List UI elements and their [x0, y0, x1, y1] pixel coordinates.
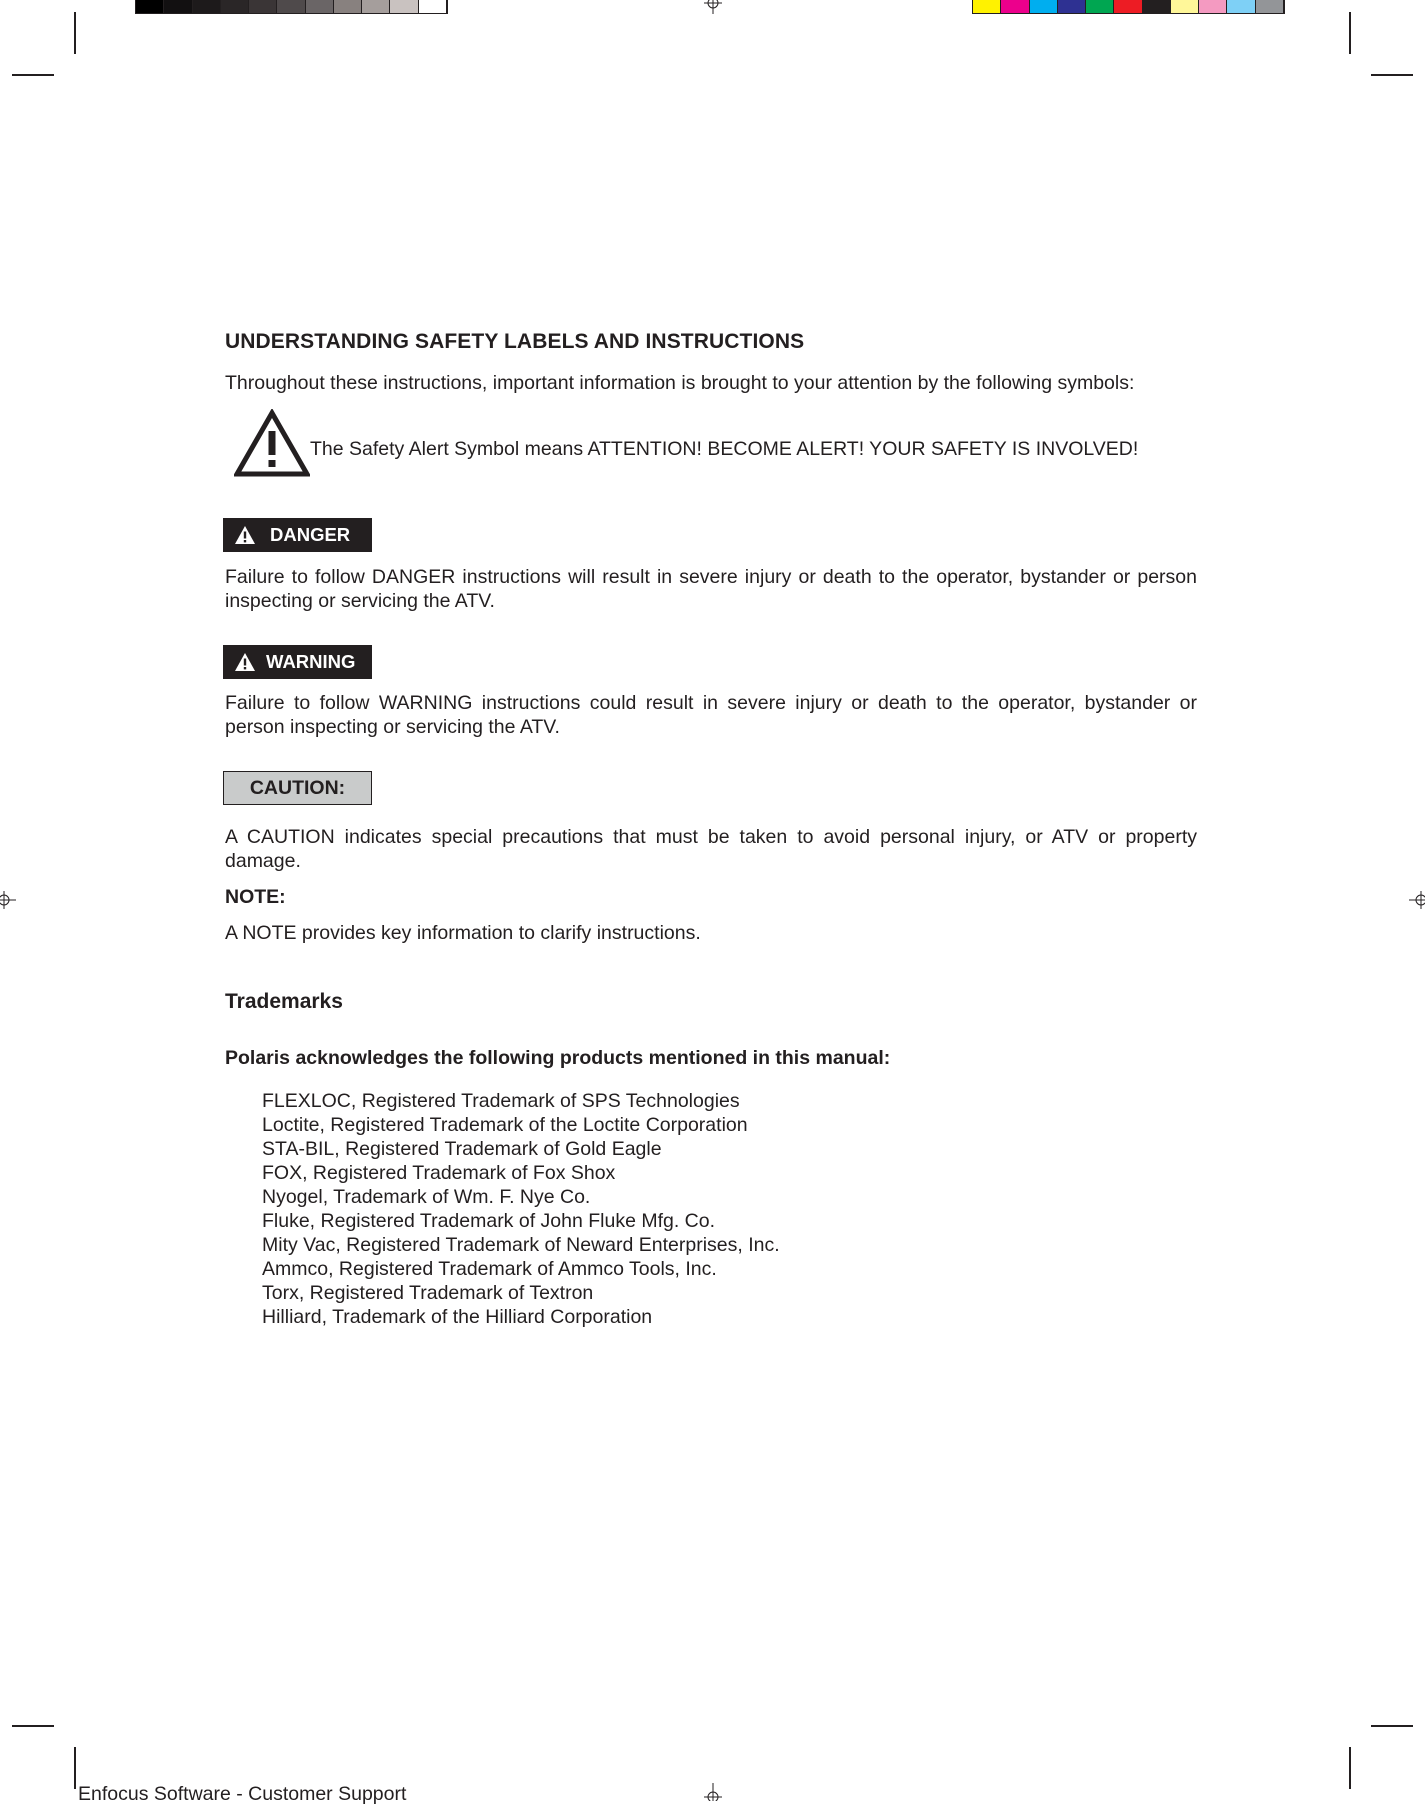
color-swatch	[1001, 0, 1029, 13]
note-label: NOTE:	[225, 886, 286, 908]
color-swatch	[1227, 0, 1255, 13]
trademark-item: Nyogel, Trademark of Wm. F. Nye Co.	[262, 1186, 591, 1208]
warning-text: Failure to follow WARNING instructions could result in severe injury or death to the operator, bystander or person inspecting or servicing the ATV.	[225, 692, 1197, 738]
page-title: UNDERSTANDING SAFETY LABELS AND INSTRUCTIONS	[225, 330, 805, 353]
gray-swatch	[249, 0, 277, 13]
danger-label-text: DANGER	[270, 524, 351, 545]
gray-swatch	[193, 0, 221, 13]
trademark-item: STA-BIL, Registered Trademark of Gold Eagle	[262, 1138, 662, 1160]
safety-alert-triangle-icon	[234, 409, 310, 477]
crop-mark	[74, 12, 76, 54]
trademark-list	[262, 1089, 780, 1329]
gray-swatch-strip	[135, 0, 448, 14]
gray-swatch	[390, 0, 418, 13]
note-text: A NOTE provides key information to clarify instructions.	[225, 922, 701, 944]
trademark-item: Loctite, Registered Trademark of the Loctite Corporation	[262, 1114, 748, 1136]
footer-text: Enfocus Software - Customer Support	[78, 1783, 407, 1805]
gray-swatch	[136, 0, 164, 13]
trademark-item: Torx, Registered Trademark of Textron	[262, 1282, 594, 1304]
caution-text: A CAUTION indicates special precautions that must be taken to avoid personal injury, or ATV or property damage.	[225, 826, 1197, 872]
warning-label-text: WARNING	[266, 651, 356, 672]
color-swatch	[1199, 0, 1227, 13]
danger-label	[223, 518, 372, 552]
color-swatch	[1030, 0, 1058, 13]
warning-triangle-icon	[234, 652, 256, 672]
trademarks-subheading: Polaris acknowledges the following products mentioned in this manual:	[225, 1047, 891, 1069]
gray-swatch	[221, 0, 249, 13]
crop-mark	[74, 1747, 76, 1789]
color-swatch	[1086, 0, 1114, 13]
gray-swatch	[334, 0, 362, 13]
warning-label	[223, 645, 372, 679]
trademarks-heading: Trademarks	[225, 990, 343, 1013]
registration-mark-top	[700, 0, 726, 14]
warning-triangle-icon	[234, 525, 256, 545]
trademark-item: Fluke, Registered Trademark of John Fluke Mfg. Co.	[262, 1210, 716, 1232]
crop-mark	[12, 74, 54, 76]
safety-alert-text: The Safety Alert Symbol means ATTENTION! BECOME ALERT! YOUR SAFETY IS INVOLVED!	[310, 438, 1139, 460]
gray-swatch	[306, 0, 334, 13]
intro-text: Throughout these instructions, important information is brought to your attention by the following symbols:	[225, 372, 1135, 394]
trademark-item: FLEXLOC, Registered Trademark of SPS Technologies	[262, 1090, 740, 1112]
crop-mark	[12, 1725, 54, 1727]
registration-mark-bottom	[700, 1783, 726, 1801]
crop-mark	[1349, 12, 1351, 54]
gray-swatch	[164, 0, 192, 13]
color-swatch	[1171, 0, 1199, 13]
caution-label	[223, 771, 372, 805]
color-swatch-strip	[972, 0, 1285, 14]
gray-swatch	[419, 0, 447, 13]
gray-swatch	[277, 0, 305, 13]
color-swatch	[1114, 0, 1142, 13]
trademark-item: Ammco, Registered Trademark of Ammco Tools, Inc.	[262, 1258, 717, 1280]
color-swatch	[1256, 0, 1284, 13]
caution-label-text: CAUTION:	[249, 776, 346, 799]
gray-swatch	[362, 0, 390, 13]
registration-mark-right	[1409, 888, 1425, 912]
crop-mark	[1371, 1725, 1413, 1727]
crop-mark	[1349, 1747, 1351, 1789]
registration-mark-left	[0, 888, 16, 912]
trademark-item: Mity Vac, Registered Trademark of Neward Enterprises, Inc.	[262, 1234, 780, 1256]
crop-mark	[1371, 74, 1413, 76]
color-swatch	[1058, 0, 1086, 13]
trademark-item: Hilliard, Trademark of the Hilliard Corporation	[262, 1306, 653, 1328]
color-swatch	[973, 0, 1001, 13]
color-swatch	[1143, 0, 1171, 13]
trademark-item: FOX, Registered Trademark of Fox Shox	[262, 1162, 616, 1184]
danger-text: Failure to follow DANGER instructions will result in severe injury or death to the operator, bystander or person inspecting or servicing the ATV.	[225, 566, 1197, 612]
